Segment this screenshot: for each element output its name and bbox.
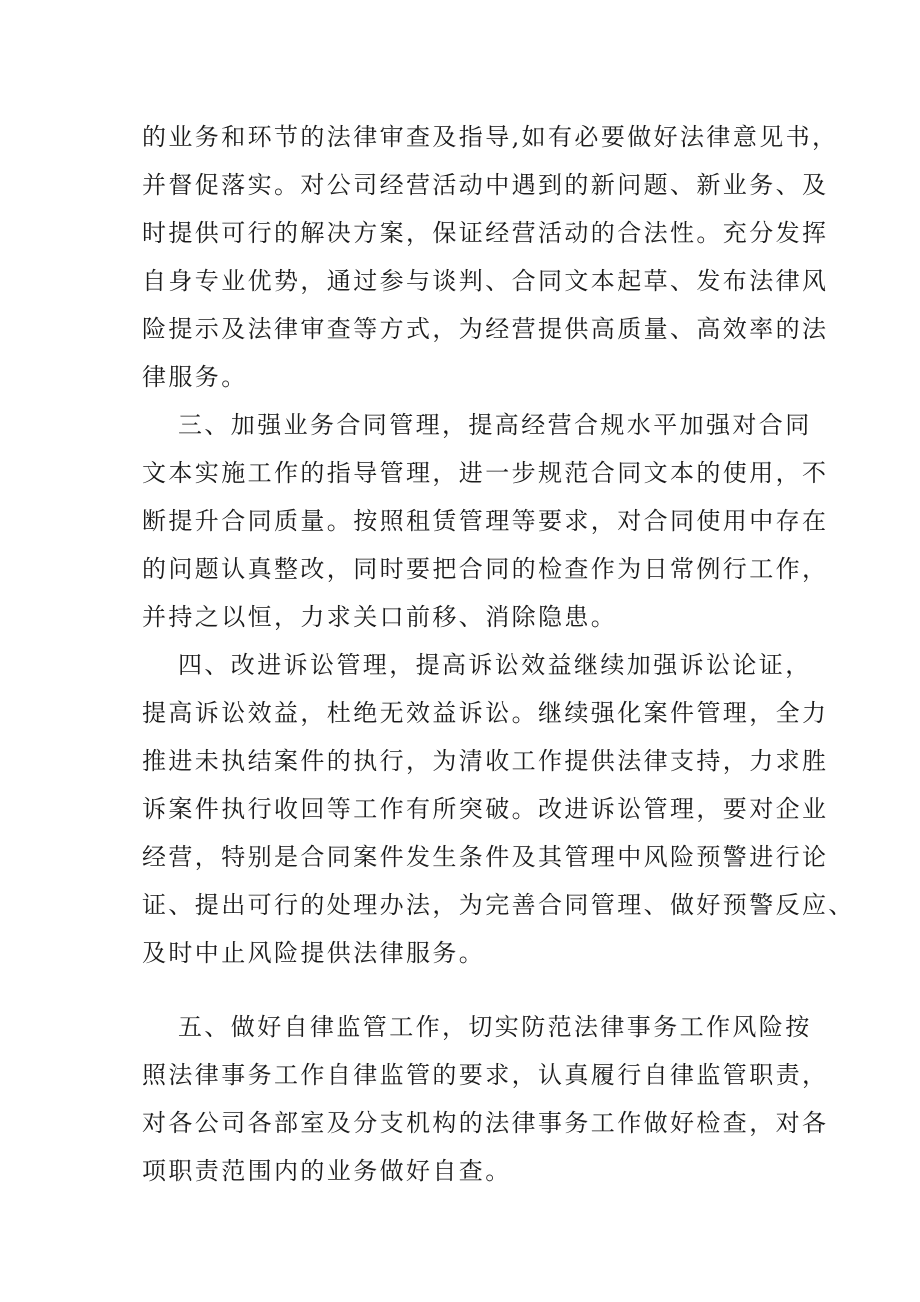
text-line-4: 自身专业优势，通过参与谈判、合同文本起草、发布法律风 — [142, 267, 829, 295]
text-line-6: 律服务。 — [142, 363, 248, 391]
text-line-15: 诉案件执行收回等工作有所突破。改进诉讼管理，要对企业 — [142, 795, 829, 823]
section-heading-4: 四、改进诉讼管理，提高诉讼效益继续加强诉讼论证， — [178, 651, 812, 679]
section-heading-5: 五、做好自律监管工作，切实防范法律事务工作风险按 — [178, 1013, 812, 1041]
text-line-18: 及时中止风险提供法律服务。 — [142, 939, 486, 967]
text-line-11: 并持之以恒，力求关口前移、消除隐患。 — [142, 603, 618, 631]
text-line-20: 照法律事务工作自律监管的要求，认真履行自律监管职责， — [142, 1061, 829, 1089]
text-line-9: 断提升合同质量。按照租赁管理等要求，对合同使用中存在 — [142, 507, 829, 535]
text-line-16: 经营，特别是合同案件发生条件及其管理中风险预警进行论 — [142, 843, 829, 871]
text-line-14: 推进未执结案件的执行，为清收工作提供法律支持，力求胜 — [142, 747, 829, 775]
text-line-3: 时提供可行的解决方案，保证经营活动的合法性。充分发挥 — [142, 219, 829, 247]
text-line-5: 险提示及法律审查等方式，为经营提供高质量、高效率的法 — [142, 315, 829, 343]
section-heading-3: 三、加强业务合同管理，提高经营合规水平加强对合同 — [178, 411, 812, 439]
text-line-13: 提高诉讼效益，杜绝无效益诉讼。继续强化案件管理，全力 — [142, 699, 829, 727]
text-line-8: 文本实施工作的指导管理，进一步规范合同文本的使用，不 — [142, 459, 829, 487]
text-line-17: 证、提出可行的处理办法，为完善合同管理、做好预警反应、 — [142, 891, 855, 919]
text-line-10: 的问题认真整改，同时要把合同的检查作为日常例行工作， — [142, 555, 829, 583]
text-line-22: 项职责范围内的业务做好自查。 — [142, 1157, 512, 1185]
text-line-2: 并督促落实。对公司经营活动中遇到的新问题、新业务、及 — [142, 171, 829, 199]
text-line-21: 对各公司各部室及分支机构的法律事务工作做好检查，对各 — [142, 1109, 829, 1137]
text-line-1: 的业务和环节的法律审查及指导,如有必要做好法律意见书， — [142, 123, 839, 151]
